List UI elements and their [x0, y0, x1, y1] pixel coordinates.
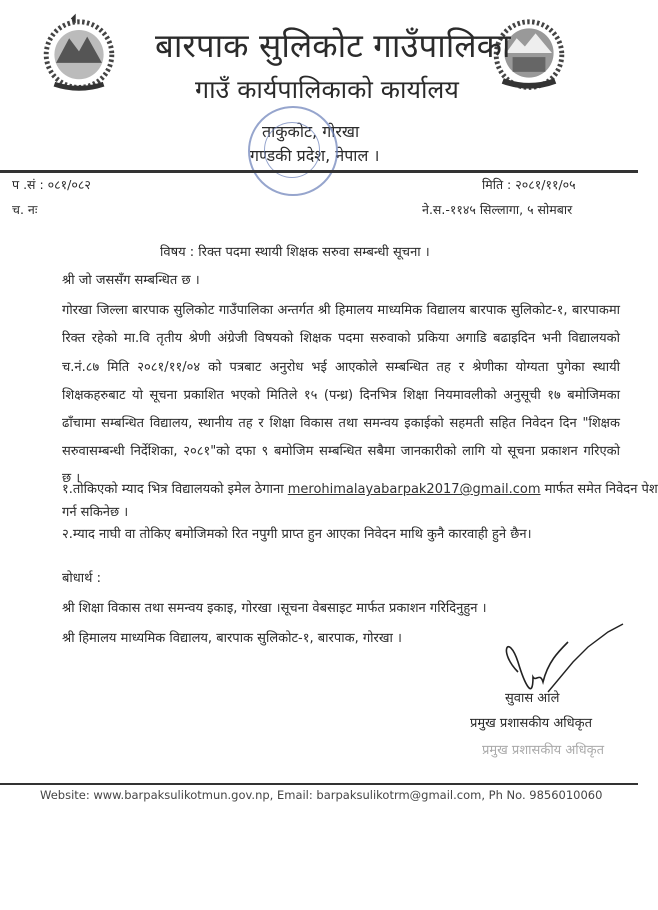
- address-line-2: गण्डकी प्रदेश, नेपाल ।: [250, 146, 380, 165]
- note-1-text: १.तोकिएको म्याद भित्र विद्यालयको इमेल ठेगाना: [62, 482, 284, 497]
- municipality-name: बारपाक सुलिकोट गाउँपालिका: [155, 26, 511, 65]
- cc-item: श्री शिक्षा विकास तथा समन्वय इकाइ, गोरखा ।सूचना वेबसाइट मार्फत प्रकाशन गरिदिनुहुन ।: [62, 601, 487, 616]
- body-line: शिक्षकहरुबाट यो सूचना प्रकाशित भएको मितिले १५ (पन्ध्र) दिनभित्र शिक्षा नियमावलीको अनुसूची १७ बमोजिमका: [62, 388, 620, 403]
- nepal-emblem-logo: [38, 12, 120, 94]
- body-line: ढाँचामा सम्बन्धित विद्यालय, स्थानीय तह र शिक्षा विकास तथा समन्वय इकाईको सहमती सहित निवेदन दिन "शिक्षक: [62, 416, 620, 431]
- footer-divider: [0, 783, 638, 785]
- nepal-sambat-date: ने.स.-११४५ सिल्लागा, ५ सोमबार: [422, 202, 573, 217]
- body-line-end: छ ।: [62, 471, 81, 486]
- note-2: २.म्याद नाघी वा तोकिए बमोजिमको रित नपुगी प्राप्त हुन आएका निवेदन माथि कुनै कारवाही हुने छैन।: [62, 527, 532, 542]
- dispatch-number: च. नः: [12, 202, 38, 217]
- header-divider: [0, 170, 638, 173]
- office-seal-stamp: [248, 106, 338, 196]
- note-1-continued: गर्न सकिनेछ ।: [62, 505, 129, 520]
- signatory-stamp: प्रमुख प्रशासकीय अधिकृत: [482, 743, 605, 758]
- signatory-name: सुवास आले: [505, 691, 560, 706]
- body-line: सरुवासम्बन्धी निर्देशिका, २०८१"को दफा ९ बमोजिम सम्बन्धित सबैमा जानकारीको लागि यो सूचना प्रकाशन गरिएको: [62, 444, 620, 459]
- office-name: गाउँ कार्यपालिकाको कार्यालय: [195, 75, 459, 104]
- reference-number: प .सं : ०८१/०८२: [12, 177, 91, 192]
- school-email-link[interactable]: merohimalayabarpak2017@gmail.com: [287, 482, 541, 497]
- subject: विषय : रिक्त पदमा स्थायी शिक्षक सरुवा सम्बन्धी सूचना ।: [160, 245, 430, 260]
- footer-contact: Website: www.barpaksulikotmun.gov.np, Email: barpaksulikotrm@gmail.com, Ph No. 9856010060: [40, 788, 603, 802]
- cc-label: बोधार्थ :: [62, 571, 101, 586]
- body-line: च.नं.८७ मिति २०८१/११/०४ को पत्रबाट अनुरोध भई आएकोले सम्बन्धित तह र श्रेणीका योग्यता पुगेका स्थायी: [62, 360, 620, 375]
- signatory-title: प्रमुख प्रशासकीय अधिकृत: [470, 716, 593, 731]
- salutation: श्री जो जससँग सम्बन्धित छ ।: [62, 273, 200, 288]
- date: मिति : २०८१/११/०५: [482, 177, 576, 192]
- body-line: रिक्त रहेको मा.वि तृतीय श्रेणी अंग्रेजी विषयको शिक्षक पदमा सरुवाको प्रकिया अगाडि बढाइदिन भनी विद्यालयको: [62, 331, 620, 346]
- body-line: गोरखा जिल्ला बारपाक सुलिकोट गाउँपालिका अन्तर्गत श्री हिमालय माध्यमिक विद्यालय बारपाक सुलिकोट-१, बारपाकमा: [62, 303, 620, 318]
- note-1-text-after: मार्फत समेत निवेदन पेश: [544, 482, 658, 497]
- note-1: [62, 479, 658, 497]
- cc-item: श्री हिमालय माध्यमिक विद्यालय, बारपाक सुलिकोट-१, बारपाक, गोरखा ।: [62, 631, 402, 646]
- address-line-1: ताकुकोट, गोरखा: [262, 122, 360, 141]
